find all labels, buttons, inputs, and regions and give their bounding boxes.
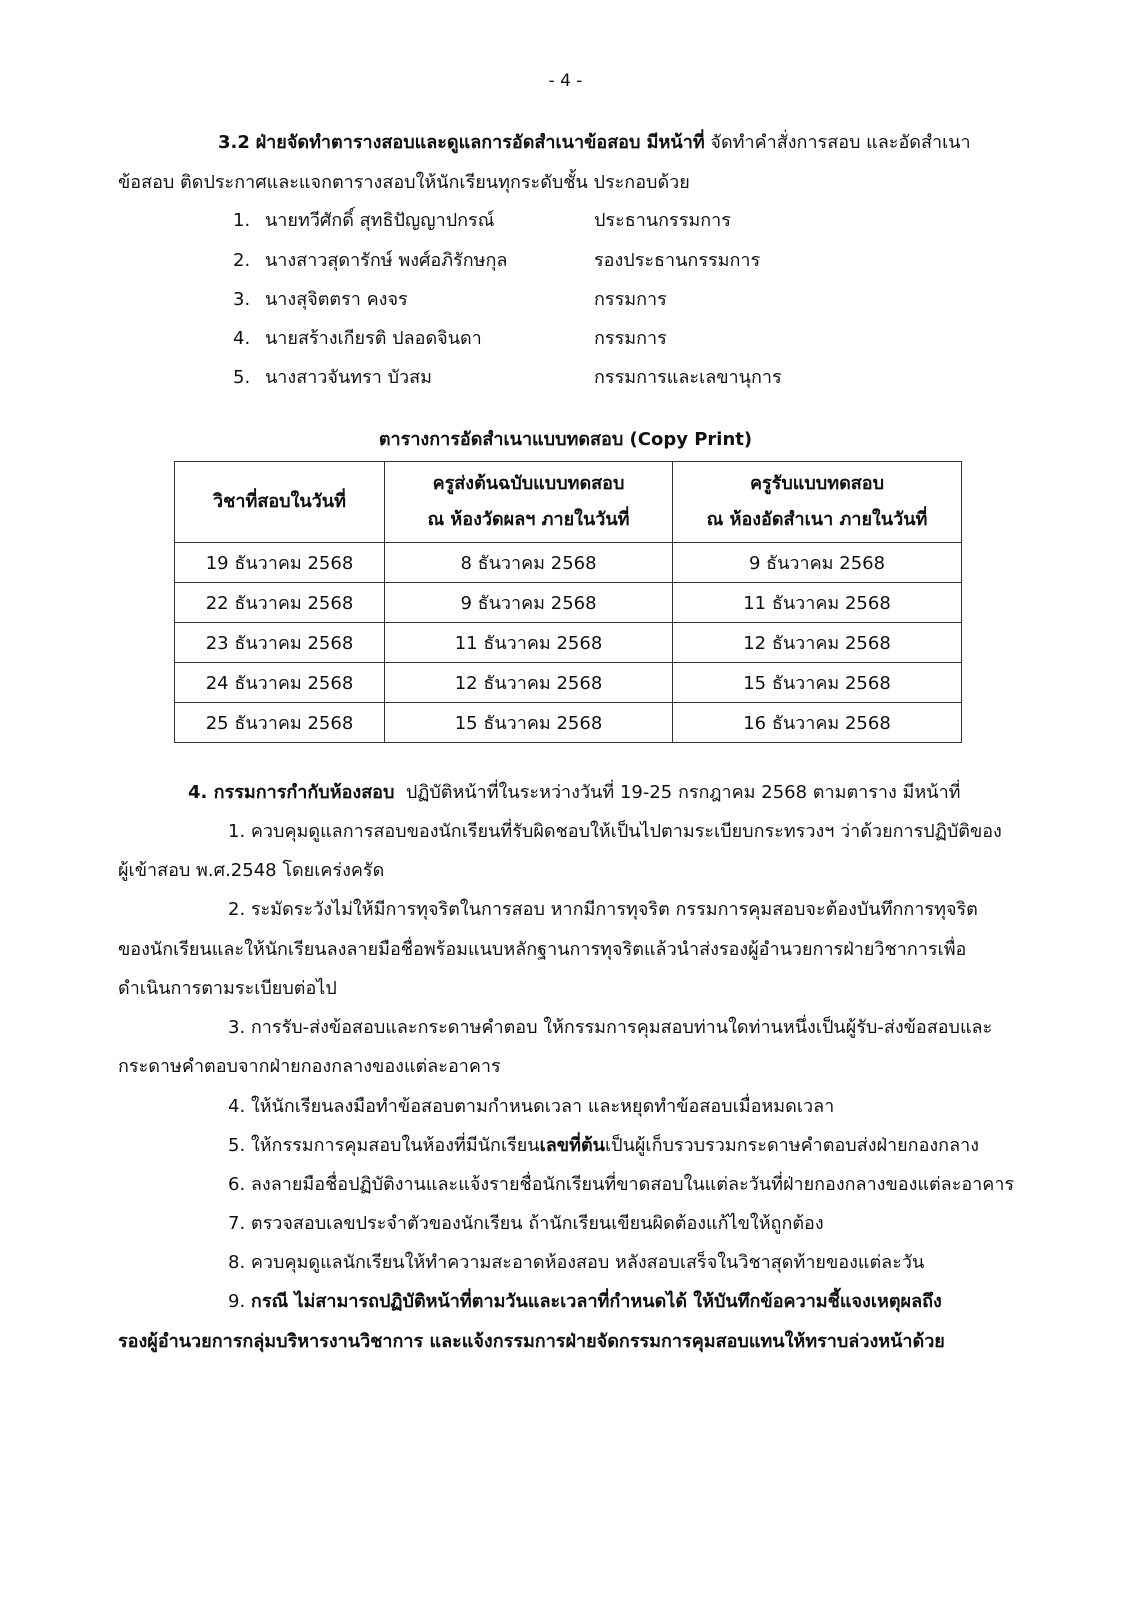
member-name: นายสร้างเกียรติ ปลอดจินดา (265, 328, 482, 349)
table-title: ตารางการอัดสำเนาแบบทดสอบ (Copy Print) (378, 429, 753, 450)
table-cell: 23 ธันวาคม 2568 (175, 623, 385, 663)
header-line: วิชาที่สอบในวันที่ (213, 491, 346, 512)
member-number: 5. (233, 367, 251, 388)
table-cell: 25 ธันวาคม 2568 (175, 703, 385, 743)
duty-item-1-cont: ผู้เข้าสอบ พ.ศ.2548 โดยเคร่งครัด (118, 860, 385, 881)
table-row (175, 583, 962, 623)
table-cell: 19 ธันวาคม 2568 (175, 543, 385, 583)
member-role: กรรมการและเลขานุการ (594, 367, 782, 388)
page-number: - 4 - (548, 71, 583, 91)
duty-item-5-bold: เลขที่ต้น (539, 1135, 605, 1156)
duty-item-6: 6. ลงลายมือชื่อปฏิบัติงานและแจ้งรายชื่อนักเรียนที่ขาดสอบในแต่ละวันที่ฝ่ายกองกลางของแต่ละอาคาร (228, 1174, 1015, 1195)
table-cell: 11 ธันวาคม 2568 (673, 583, 962, 623)
table-cell: 9 ธันวาคม 2568 (385, 583, 673, 623)
duty-item-9-cont: รองผู้อำนวยการกลุ่มบริหารงานวิชาการ และแจ้งกรรมการฝ่ายจัดกรรมการคุมสอบแทนให้ทราบล่วงหน้าด้วย (118, 1331, 945, 1352)
member-name: นางสาวจันทรา บัวสม (265, 367, 433, 388)
member-number: 1. (233, 210, 251, 231)
table-row (175, 663, 962, 703)
table-cell: 22 ธันวาคม 2568 (175, 583, 385, 623)
table-header-row (175, 462, 962, 543)
header-submit-original (385, 462, 673, 543)
table-cell: 12 ธันวาคม 2568 (385, 663, 673, 703)
member-number: 4. (233, 328, 251, 349)
member-role: กรรมการ (594, 328, 667, 349)
duty-item-2-cont: ของนักเรียนและให้นักเรียนลงลายมือชื่อพร้อมแนบหลักฐานการทุจริตแล้วนำส่งรองผู้อำนวยการฝ่ายวิชาการเพื่อ (118, 939, 967, 960)
section-3-2-duty-cont: ข้อสอบ ติดประกาศและแจกตารางสอบให้นักเรียนทุกระดับชั้น ประกอบด้วย (118, 172, 690, 193)
section-4-title: 4. กรรมการกำกับห้องสอบ (188, 782, 395, 803)
section-3-2-heading (218, 130, 971, 156)
duty-item-3-cont: กระดาษคำตอบจากฝ่ายกองกลางของแต่ละอาคาร (118, 1056, 501, 1077)
header-line: ครูส่งต้นฉบับแบบทดสอบ (432, 473, 625, 494)
section-4-intro: ปฏิบัติหน้าที่ในระหว่างวันที่ 19-25 กรกฎาคม 2568 ตามตาราง มีหน้าที่ (405, 782, 961, 803)
duty-item-2: 2. ระมัดระวังไม่ให้มีการทุจริตในการสอบ หากมีการทุจริต กรรมการคุมสอบจะต้องบันทึกการทุจริต (228, 899, 978, 920)
member-row (0, 287, 1131, 313)
duty-item-1: 1. ควบคุมดูแลการสอบของนักเรียนที่รับผิดชอบให้เป็นไปตามระเบียบกระทรวงฯ ว่าด้วยการปฏิบัติของ (228, 821, 1002, 842)
duty-item-8: 8. ควบคุมดูแลนักเรียนให้ทำความสะอาดห้องสอบ หลังสอบเสร็จในวิชาสุดท้ายของแต่ละวัน (228, 1252, 925, 1273)
member-role: กรรมการ (594, 289, 667, 310)
member-row (0, 326, 1131, 352)
header-receive-test (673, 462, 962, 543)
header-exam-date (175, 462, 385, 543)
duty-item-9-number: 9. (228, 1291, 246, 1312)
duty-item-5-post: เป็นผู้เก็บรวบรวมกระดาษคำตอบส่งฝ่ายกองกลาง (604, 1135, 980, 1156)
member-name: นางสาวสุดารักษ์ พงศ์อภิรักษกุล (265, 250, 508, 271)
section-3-2-number: 3.2 (218, 132, 250, 153)
member-number: 3. (233, 289, 251, 310)
member-name: นางสุจิตตรา คงจร (265, 289, 408, 310)
header-line: ณ ห้องอัดสำเนา ภายในวันที่ (706, 509, 928, 530)
section-4-heading (188, 780, 961, 806)
table-cell: 9 ธันวาคม 2568 (673, 543, 962, 583)
header-line: ครูรับแบบทดสอบ (749, 473, 885, 494)
table-row (175, 543, 962, 583)
member-number: 2. (233, 250, 251, 271)
member-role: รองประธานกรรมการ (594, 250, 761, 271)
duty-item-3: 3. การรับ-ส่งข้อสอบและกระดาษคำตอบ ให้กรรมการคุมสอบท่านใดท่านหนึ่งเป็นผู้รับ-ส่งข้อสอบและ (228, 1017, 993, 1038)
duty-item-9-text: กรณี ไม่สามารถปฏิบัติหน้าที่ตามวันและเวลาที่กำหนดได้ ให้บันทึกข้อความชี้แจงเหตุผลถึง (250, 1291, 942, 1312)
copy-print-table (174, 461, 962, 743)
table-cell: 16 ธันวาคม 2568 (673, 703, 962, 743)
duty-item-5 (228, 1133, 979, 1159)
member-row (0, 208, 1131, 234)
duty-item-7: 7. ตรวจสอบเลขประจำตัวของนักเรียน ถ้านักเรียนเขียนผิดต้องแก้ไขให้ถูกต้อง (228, 1213, 824, 1234)
table-row (175, 703, 962, 743)
table-row (175, 623, 962, 663)
table-cell: 24 ธันวาคม 2568 (175, 663, 385, 703)
table-cell: 15 ธันวาคม 2568 (385, 703, 673, 743)
member-row (0, 365, 1131, 391)
member-role: ประธานกรรมการ (594, 210, 731, 231)
section-3-2-duty: จัดทำคำสั่งการสอบ และอัดสำเนา (710, 132, 971, 153)
table-cell: 8 ธันวาคม 2568 (385, 543, 673, 583)
header-line: ณ ห้องวัดผลฯ ภายในวันที่ (427, 509, 630, 530)
duty-item-5-pre: 5. ให้กรรมการคุมสอบในห้องที่มีนักเรียน (228, 1135, 540, 1156)
duty-item-2-cont2: ดำเนินการตามระเบียบต่อไป (118, 978, 337, 999)
duty-item-4: 4. ให้นักเรียนลงมือทำข้อสอบตามกำหนดเวลา และหยุดทำข้อสอบเมื่อหมดเวลา (228, 1096, 835, 1117)
member-name: นายทวีศักดิ์ สุทธิปัญญาปกรณ์ (265, 210, 495, 231)
table-cell: 15 ธันวาคม 2568 (673, 663, 962, 703)
duty-item-9 (228, 1289, 942, 1315)
section-3-2-title: ฝ่ายจัดทำตารางสอบและดูแลการอัดสำเนาข้อสอบ มีหน้าที่ (255, 132, 705, 153)
table-cell: 11 ธันวาคม 2568 (385, 623, 673, 663)
member-row (0, 248, 1131, 274)
table-cell: 12 ธันวาคม 2568 (673, 623, 962, 663)
